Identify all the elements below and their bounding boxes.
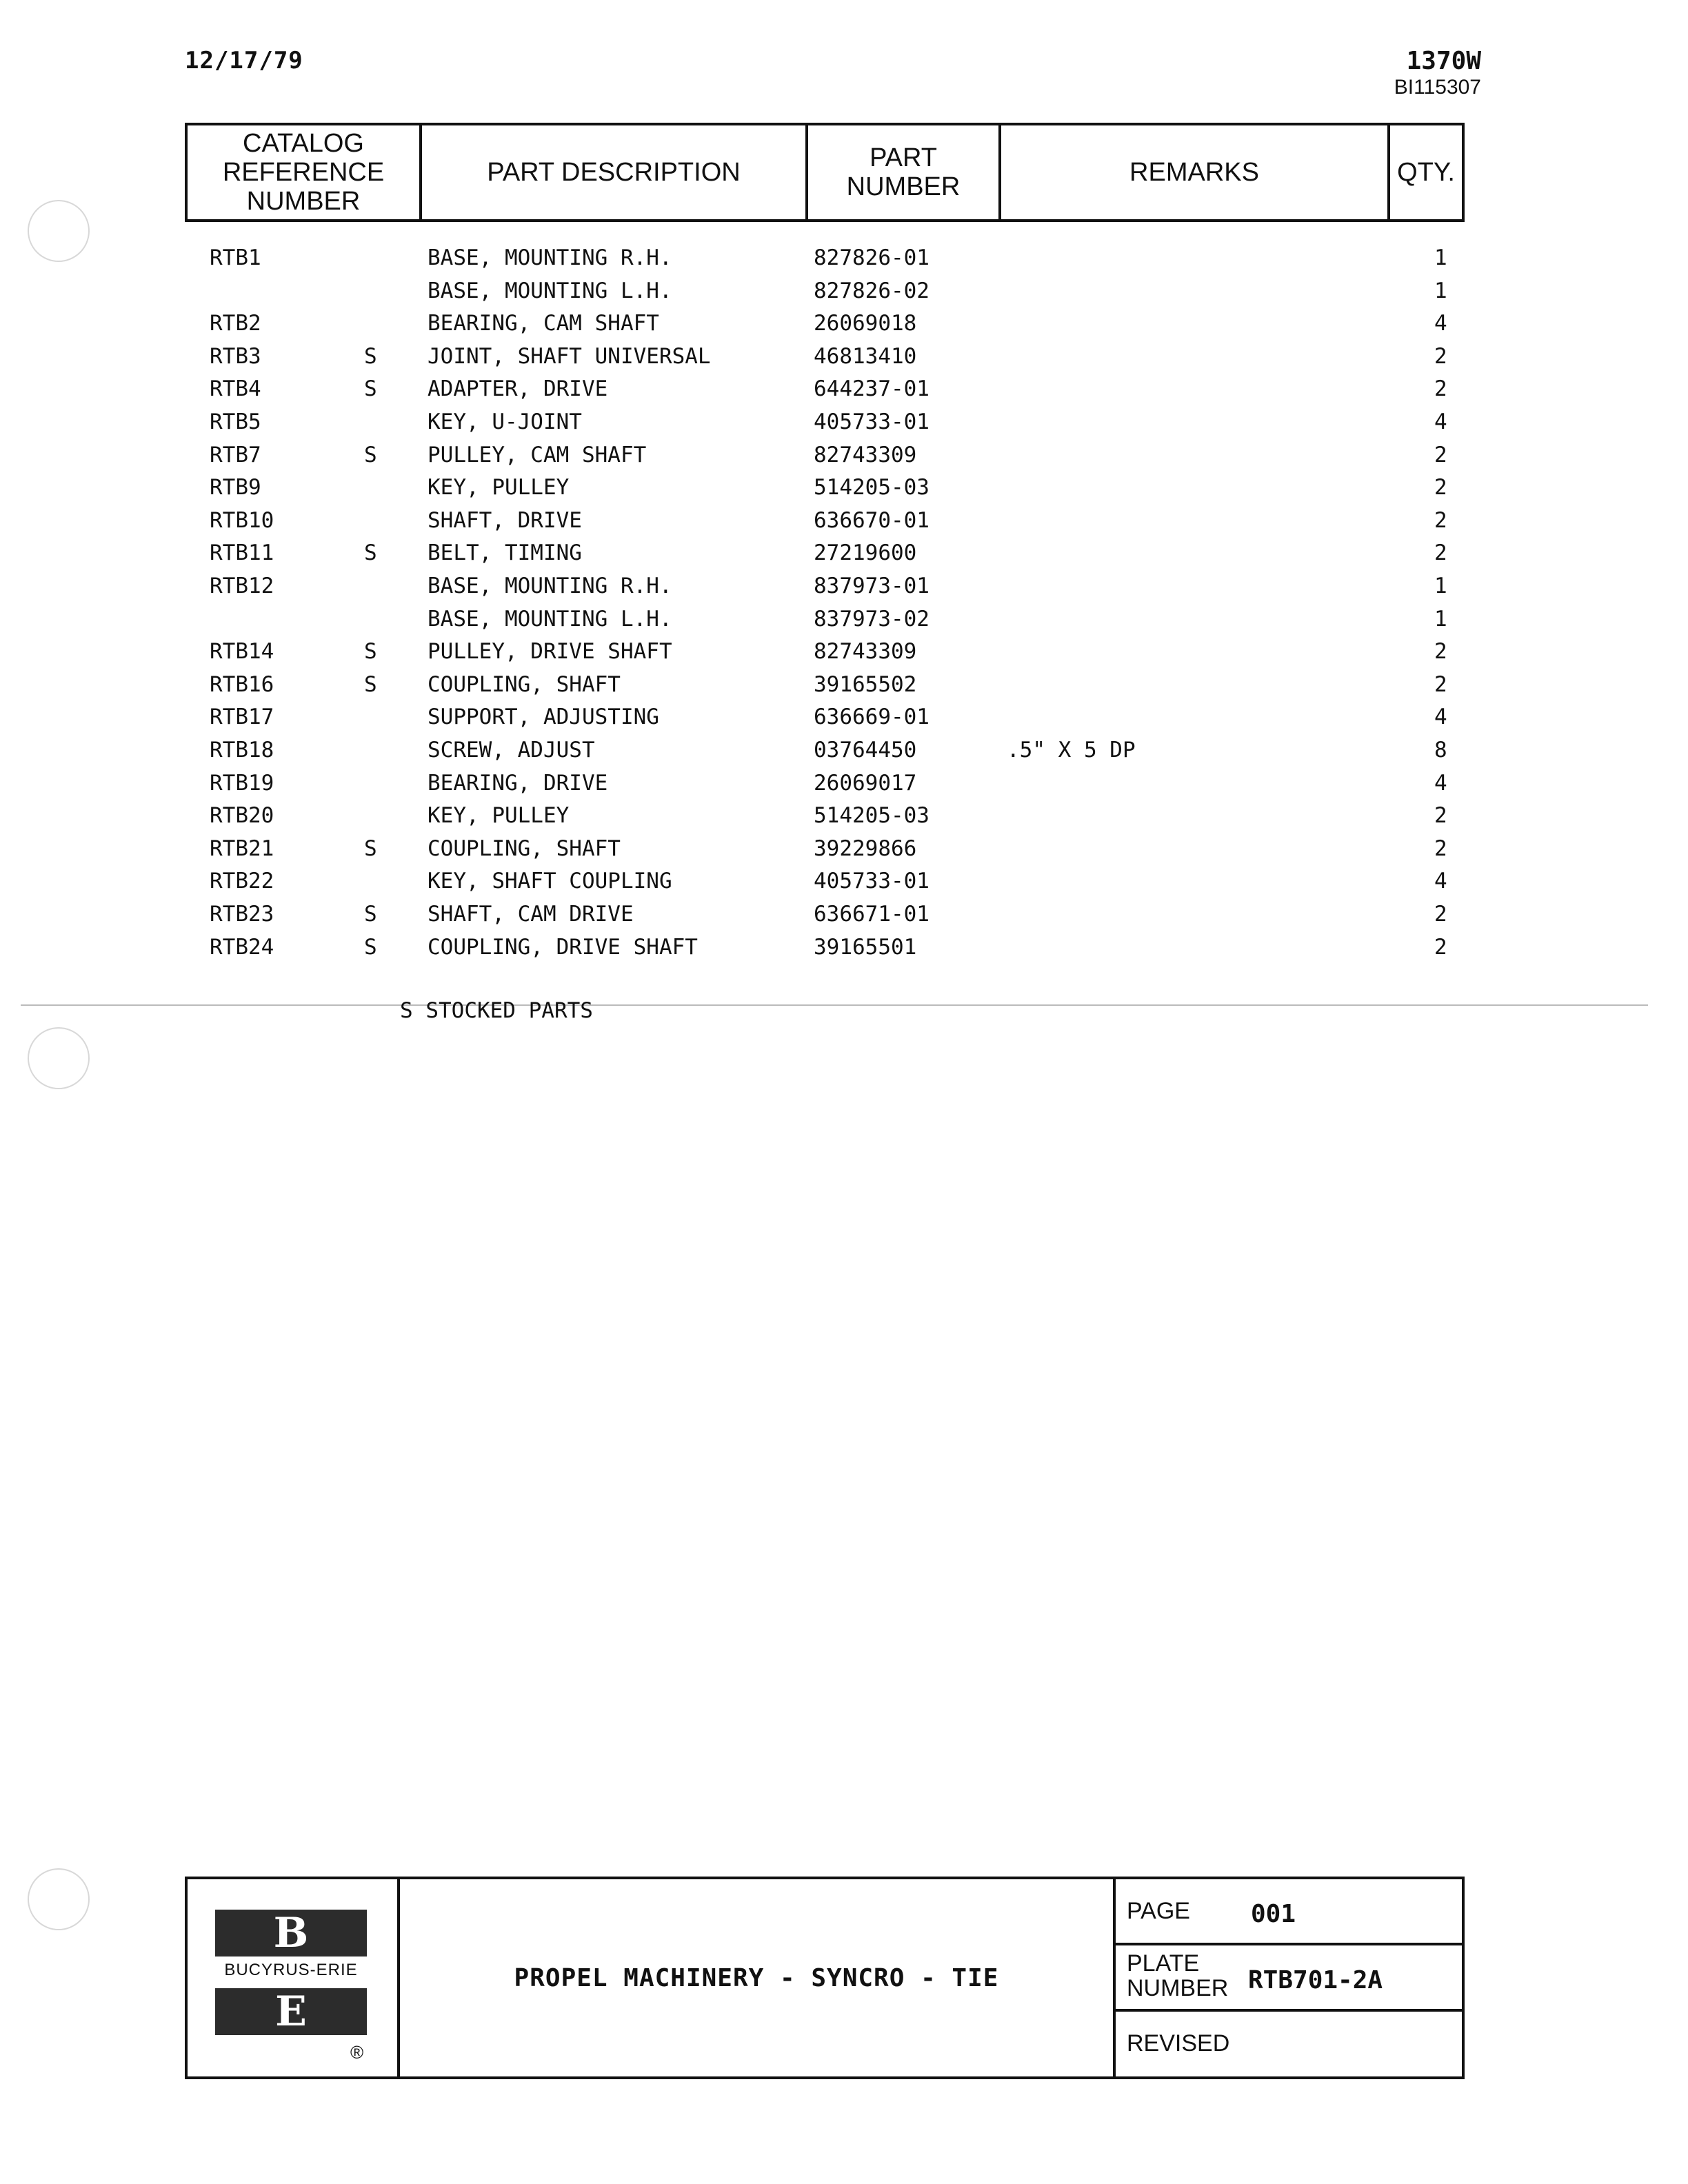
part-number: 837973-01 (814, 574, 930, 598)
quantity: 2 (1434, 934, 1447, 960)
catalog-ref: RTB4 (210, 376, 261, 402)
logo-e-block: E (215, 1988, 367, 2035)
part-number: 827826-02 (814, 278, 930, 303)
header-qty: QTY. (1387, 125, 1462, 219)
part-number: 82743309 (814, 442, 917, 467)
logo-b-block: B (215, 1910, 367, 1957)
company-logo (188, 1879, 400, 2076)
document-title: PROPEL MACHINERY - SYNCRO - TIE (514, 1963, 999, 1992)
part-description: BELT, TIMING (428, 540, 582, 566)
table-row (0, 836, 1688, 869)
quantity: 2 (1434, 639, 1447, 665)
stocked-flag: S (364, 442, 377, 467)
quantity: 4 (1434, 311, 1447, 336)
part-description: BASE, MOUNTING L.H. (428, 606, 672, 631)
quantity: 4 (1434, 705, 1447, 730)
quantity: 2 (1434, 507, 1447, 533)
quantity: 1 (1434, 278, 1447, 303)
table-row (0, 279, 1688, 312)
catalog-ref: RTB20 (210, 803, 274, 829)
remarks: .5" X 5 DP (1007, 738, 1136, 762)
table-row (0, 869, 1688, 902)
column-header-box (185, 123, 1465, 222)
header-catalog-reference: CATALOG REFERENCE NUMBER (222, 129, 385, 216)
table-row (0, 771, 1688, 804)
catalog-ref: RTB14 (210, 639, 274, 665)
part-description: COUPLING, DRIVE SHAFT (428, 934, 698, 960)
page-value: 001 (1251, 1900, 1296, 1928)
table-row (0, 705, 1688, 738)
punch-hole-middle (28, 1027, 90, 1089)
stocked-flag: S (364, 376, 377, 402)
catalog-ref: RTB22 (210, 869, 274, 894)
catalog-ref: RTB10 (210, 507, 274, 533)
part-description: BEARING, DRIVE (428, 770, 608, 796)
table-row (0, 639, 1688, 672)
page-row (1116, 1879, 1462, 1945)
quantity: 2 (1434, 836, 1447, 861)
table-row (0, 902, 1688, 935)
table-row (0, 540, 1688, 574)
info-cell (1113, 1879, 1462, 2076)
plate-number-value: RTB701-2A (1248, 1966, 1383, 1994)
table-row (0, 672, 1688, 705)
part-description: KEY, SHAFT COUPLING (428, 869, 672, 894)
part-description: BASE, MOUNTING L.H. (428, 278, 672, 303)
catalog-ref: RTB18 (210, 738, 274, 762)
table-row (0, 410, 1688, 443)
catalog-ref: RTB1 (210, 245, 261, 270)
quantity: 1 (1434, 606, 1447, 631)
stocked-flag: S (364, 902, 377, 927)
punch-hole-bottom (28, 1868, 90, 1930)
table-row (0, 311, 1688, 344)
quantity: 2 (1434, 803, 1447, 829)
part-description: KEY, PULLEY (428, 475, 570, 501)
registered-mark: ® (350, 2042, 364, 2063)
table-row (0, 574, 1688, 607)
part-number: 82743309 (814, 639, 917, 665)
part-description: SCREW, ADJUST (428, 738, 595, 762)
part-number: 39165502 (814, 671, 917, 697)
stocked-flag: S (364, 540, 377, 566)
catalog-ref: RTB3 (210, 343, 261, 369)
document-date: 12/17/79 (185, 47, 303, 74)
part-number: 837973-02 (814, 606, 930, 631)
catalog-ref: RTB9 (210, 475, 261, 501)
part-number: 46813410 (814, 343, 917, 369)
part-number: 644237-01 (814, 376, 930, 402)
catalog-ref: RTB23 (210, 902, 274, 927)
part-description: KEY, U-JOINT (428, 410, 582, 434)
quantity: 1 (1434, 245, 1447, 270)
logo-company-name: BUCYRUS-ERIE (224, 1961, 358, 1979)
catalog-ref: RTB16 (210, 671, 274, 697)
part-number: 39165501 (814, 934, 917, 960)
table-row (0, 935, 1688, 968)
plate-number-row (1116, 1945, 1462, 2012)
stocked-flag: S (364, 934, 377, 960)
part-description: SUPPORT, ADJUSTING (428, 705, 659, 730)
title-block (185, 1877, 1465, 2079)
part-number: 27219600 (814, 540, 917, 566)
table-row (0, 344, 1688, 377)
table-row (0, 508, 1688, 541)
part-number: 405733-01 (814, 410, 930, 434)
quantity: 2 (1434, 376, 1447, 402)
part-number: 636671-01 (814, 902, 930, 927)
part-number: 636670-01 (814, 507, 930, 533)
table-row (0, 245, 1688, 279)
header-part-number: PART NUMBER (805, 125, 998, 219)
part-description: SHAFT, DRIVE (428, 507, 582, 533)
part-number: 03764450 (814, 738, 917, 762)
catalog-ref: RTB17 (210, 705, 274, 730)
part-description: BASE, MOUNTING R.H. (428, 245, 672, 270)
section-divider (21, 1004, 1648, 1006)
table-row (0, 738, 1688, 771)
quantity: 8 (1434, 738, 1447, 762)
table-row (0, 443, 1688, 476)
document-id: BI115307 (1394, 76, 1481, 99)
page-label: PAGE (1127, 1898, 1190, 1924)
plate-number-label: PLATE NUMBER (1127, 1950, 1229, 2001)
part-description: ADAPTER, DRIVE (428, 376, 608, 402)
stocked-flag: S (364, 639, 377, 665)
part-description: SHAFT, CAM DRIVE (428, 902, 634, 927)
stocked-flag: S (364, 836, 377, 861)
catalog-ref: RTB19 (210, 770, 274, 796)
table-row (0, 607, 1688, 640)
part-description: PULLEY, CAM SHAFT (428, 442, 647, 467)
quantity: 4 (1434, 869, 1447, 894)
table-row (0, 803, 1688, 836)
table-row (0, 475, 1688, 508)
part-number: 26069018 (814, 311, 917, 336)
catalog-ref: RTB24 (210, 934, 274, 960)
quantity: 4 (1434, 770, 1447, 796)
catalog-ref: RTB2 (210, 311, 261, 336)
header-remarks: REMARKS (998, 125, 1387, 219)
part-description: JOINT, SHAFT UNIVERSAL (428, 343, 711, 369)
quantity: 1 (1434, 574, 1447, 598)
model-number: 1370W (1406, 47, 1481, 75)
part-number: 405733-01 (814, 869, 930, 894)
part-description: BASE, MOUNTING R.H. (428, 574, 672, 598)
catalog-ref: RTB7 (210, 442, 261, 467)
part-number: 514205-03 (814, 475, 930, 501)
quantity: 2 (1434, 671, 1447, 697)
catalog-ref: RTB21 (210, 836, 274, 861)
catalog-ref: RTB5 (210, 410, 261, 434)
quantity: 2 (1434, 343, 1447, 369)
revised-row (1116, 2012, 1462, 2076)
stocked-flag: S (364, 671, 377, 697)
header-part-description: PART DESCRIPTION (419, 125, 805, 219)
part-description: KEY, PULLEY (428, 803, 570, 829)
catalog-ref: RTB12 (210, 574, 274, 598)
part-number: 514205-03 (814, 803, 930, 829)
quantity: 2 (1434, 902, 1447, 927)
quantity: 4 (1434, 410, 1447, 434)
quantity: 2 (1434, 540, 1447, 566)
revised-label: REVISED (1127, 2030, 1230, 2056)
part-number: 26069017 (814, 770, 917, 796)
table-row (0, 376, 1688, 410)
part-number: 827826-01 (814, 245, 930, 270)
stocked-flag: S (364, 343, 377, 369)
part-number: 39229866 (814, 836, 917, 861)
stocked-parts-legend: S STOCKED PARTS (400, 998, 593, 1023)
quantity: 2 (1434, 442, 1447, 467)
quantity: 2 (1434, 475, 1447, 501)
part-description: COUPLING, SHAFT (428, 671, 621, 697)
catalog-ref: RTB11 (210, 540, 274, 566)
part-number: 636669-01 (814, 705, 930, 730)
part-description: BEARING, CAM SHAFT (428, 311, 659, 336)
part-description: COUPLING, SHAFT (428, 836, 621, 861)
part-description: PULLEY, DRIVE SHAFT (428, 639, 672, 665)
